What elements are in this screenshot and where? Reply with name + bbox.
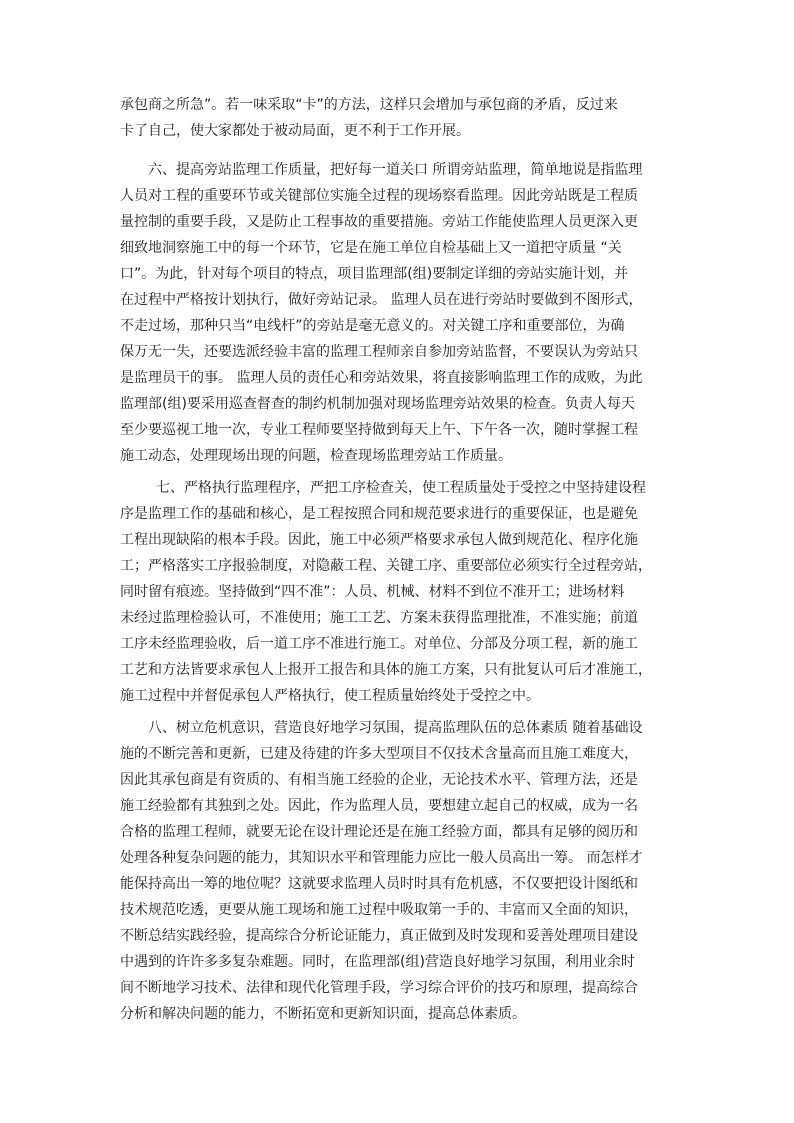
section-heading-line: 七、严格执行监理程序，严把工序检查关，使工程质量处于受控之中坚持建设程 (156, 480, 646, 496)
text-line: 保万无一失，还要选派经验丰富的监理工程师亲自参加旁站监督，不要误认为旁站只 (120, 344, 638, 360)
paragraph-section-6 (120, 157, 680, 469)
text-line: 监理部(组)要采用巡查督查的制约机制加强对现场监理旁站效果的检查。负责人每天 (120, 396, 635, 412)
text-line: 口”。为此，针对每个项目的特点，项目监理部(组)要制定详细的旁站实施计划，并 (120, 266, 629, 282)
text-line: 工序未经监理验收，后一道工序不准进行施工。对单位、分部及分项工程，新的施工 (120, 636, 638, 652)
text-line: 量控制的重要手段，又是防止工程事故的重要措施。旁站工作能使监理人员更深入更 (120, 214, 638, 230)
text-line: 工程出现缺陷的根本手段。因此，施工中必须严格要求承包人做到规范化、程序化施 (120, 532, 638, 548)
text-line: 间不断地学习技术、法律和现代化管理手段，学习综合评价的技巧和原理，提高综合 (120, 980, 638, 996)
text-line: 至少要巡视工地一次，专业工程师要坚持做到每天上午、下午各一次，随时掌握工程 (120, 422, 638, 438)
text-line: 合格的监理工程师，就要无论在设计理论还是在施工经验方面，都具有足够的阅历和 (120, 824, 638, 840)
section-heading-line: 六、提高旁站监理工作质量，把好每一道关口 所谓旁站监理，简单地说是指监理 (148, 162, 643, 178)
text-line: 序是监理工作的基础和核心，是工程按照合同和规范要求进行的重要保证，也是避免 (120, 506, 638, 522)
text-line: 工艺和方法皆要求承包人上报开工报告和具体的施工方案，只有批复认可后才准施工， (120, 662, 652, 678)
text-line: 工；严格落实工序报验制度，对隐蔽工程、关键工序、重要部位必须实行全过程旁站， (120, 558, 652, 574)
text-line: 施的不断完善和更新，已建及待建的许多大型项目不仅技术含量高而且施工难度大， (120, 746, 638, 762)
text-line: 细致地洞察施工中的每一个环节，它是在施工单位自检基础上又一道把守质量 “关 (120, 240, 622, 256)
text-line: 同时留有痕迹。坚持做到“四不准”：人员、机械、材料不到位不准开工；进场材料 (120, 584, 625, 600)
text-line: 处理各种复杂问题的能力，其知识水平和管理能力应比一般人员高出一筹。 而怎样才 (120, 850, 643, 866)
text-line: 不走过场，那种只当“电线杆”的旁站是毫无意义的。对关键工序和重要部位，为确 (120, 318, 625, 334)
text-line: 是监理员干的事。 监理人员的责任心和旁站效果，将直接影响监理工作的成败，为此 (120, 370, 643, 386)
text-line: 能保持高出一筹的地位呢？这就要求监理人员时时具有危机感，不仅要把设计图纸和 (120, 876, 638, 892)
text-line: 施工动态，处理现场出现的问题，检查现场监理旁站工作质量。 (120, 448, 512, 464)
text-line: 未经过监理检验认可，不准使用；施工工艺、方案未获得监理批准，不准实施；前道 (120, 610, 638, 626)
text-line: 技术规范吃透，更要从施工现场和施工过程中吸取第一手的、丰富而又全面的知识， (120, 902, 638, 918)
text-line: 施工经验都有其独到之处。因此，作为监理人员，要想建立起自己的权威，成为一名 (120, 798, 638, 814)
section-heading-line: 八、树立危机意识，营造良好地学习氛围，提高监理队伍的总体素质 随着基础设 (148, 720, 643, 736)
text-line: 施工过程中并督促承包人严格执行，使工程质量始终处于受控之中。 (120, 688, 540, 704)
text-line: 人员对工程的重要环节或关键部位实施全过程的现场察看监理。因此旁站既是工程质 (120, 188, 638, 204)
text-line: 因此其承包商是有资质的、有相当施工经验的企业，无论技术水平、管理方法，还是 (120, 772, 638, 788)
text-line: 中遇到的许许多多复杂难题。同时，在监理部(组)营造良好地学习氛围，利用业余时 (120, 954, 635, 970)
paragraph-section-7 (120, 475, 680, 709)
text-line: 承包商之所急”。若一味采取“卡”的方法，这样只会增加与承包商的矛盾，反过来 (120, 97, 618, 113)
paragraph-section-8 (120, 715, 680, 1027)
text-line: 在过程中严格按计划执行，做好旁站记录。 监理人员在进行旁站时要做到不图形式， (120, 292, 643, 308)
text-line: 卡了自己，使大家都处于被动局面，更不利于工作开展。 (120, 123, 470, 139)
text-line: 分析和解决问题的能力，不断拓宽和更新知识面，提高总体素质。 (120, 1006, 526, 1022)
paragraph-continuation (120, 92, 680, 144)
text-line: 不断总结实践经验，提高综合分析论证能力，真正做到及时发现和妥善处理项目建设 (120, 928, 638, 944)
